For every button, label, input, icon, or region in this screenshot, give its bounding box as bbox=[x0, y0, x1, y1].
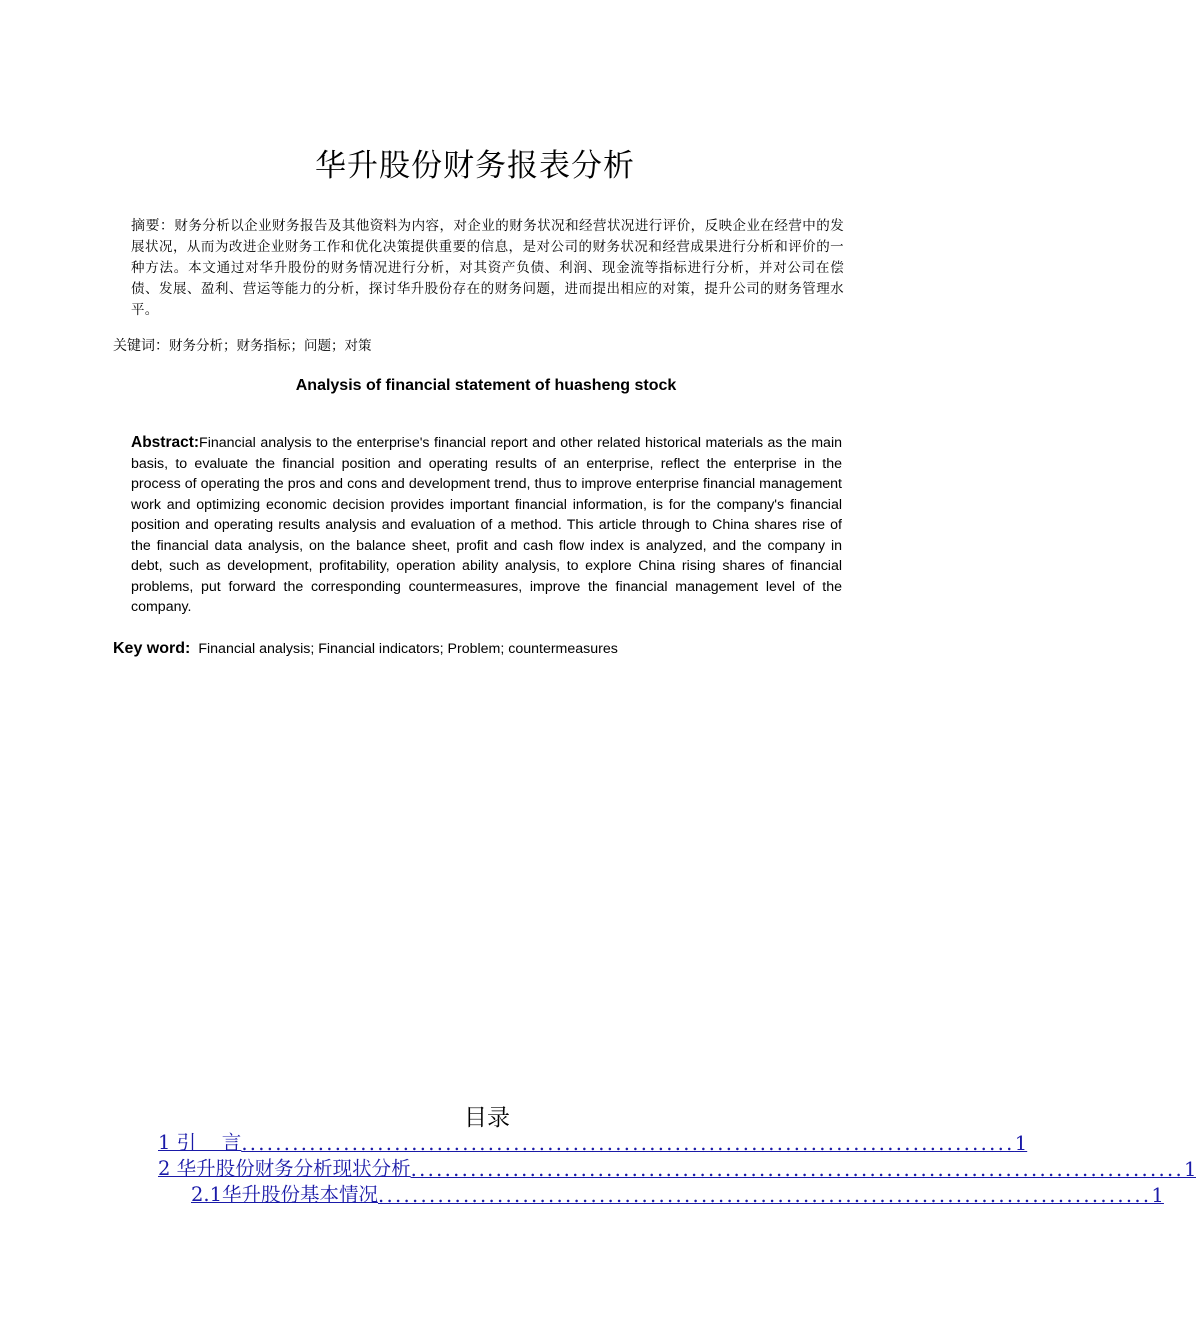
toc-entry-status-analysis[interactable] bbox=[158, 1156, 1196, 1181]
english-abstract-label: Abstract: bbox=[131, 434, 200, 451]
toc-entry-leader: ........................................................................................... bbox=[241, 1132, 1015, 1155]
english-keywords bbox=[113, 640, 618, 658]
chinese-keywords-text: 财务分析；财务指标；问题；对策 bbox=[169, 338, 372, 354]
chinese-abstract-label: 摘要： bbox=[131, 218, 175, 234]
english-abstract-text: Financial analysis to the enterprise's financial report and other related historical materials as the main basis, to evaluate the financial position and operating results of an enterprise, reflect the enterprise in the process of operating the pros and cons and development trend, thus to improve enterprise financial management work and optimizing economic decision provides important financial information, is for the company's financial position and operating results analysis and evaluation of a method. This article through to China shares rise of the financial data analysis, on the balance sheet, profit and cash flow index is analyzed, and the company in debt, such as development, profitability, operation ability analysis, to explore China rising shares of financial problems, put forward the corresponding countermeasures, improve the financial management level of the company. bbox=[131, 435, 842, 615]
toc-entry-label: 2.1华升股份基本情况 bbox=[191, 1183, 379, 1206]
english-title: Analysis of financial statement of huasheng stock bbox=[295, 377, 677, 394]
chinese-keywords bbox=[113, 334, 372, 355]
toc-entry-page: 1 bbox=[1014, 1132, 1028, 1155]
chinese-abstract bbox=[131, 216, 844, 321]
toc-entry-label: 2 华升股份财务分析现状分析 bbox=[158, 1157, 411, 1180]
toc-entry-page: 1 bbox=[1151, 1184, 1164, 1207]
english-keywords-text: Financial analysis; Financial indicators; Problem; countermeasures bbox=[198, 641, 618, 657]
toc-entry-label: 1 引 言 bbox=[158, 1131, 242, 1154]
toc-title: 目录 bbox=[464, 1105, 510, 1131]
toc-entry-leader: ........................................................................................... bbox=[378, 1184, 1152, 1207]
toc-entry-introduction[interactable] bbox=[158, 1130, 1028, 1155]
toc-entry-page: 1 bbox=[1183, 1158, 1196, 1181]
chinese-keywords-label: 关键词： bbox=[113, 338, 169, 354]
english-abstract bbox=[131, 433, 842, 618]
document-title: 华升股份财务报表分析 bbox=[315, 148, 635, 184]
chinese-abstract-text: 财务分析以企业财务报告及其他资料为内容，对企业的财务状况和经营状况进行评价，反映企业在经营中的发展状况，从而为改进企业财务工作和优化决策提供重要的信息，是对公司的财务状况和经营成果进行分析和评价的一种方法。本文通过对华升股份的财务情况进行分析，对其资产负债、利润、现金流等指标进行分析，并对公司在偿债、发展、盈利、营运等能力的分析，探讨华升股份存在的财务问题，进而提出相应的对策，提升公司的财务管理水平。 bbox=[131, 218, 844, 318]
english-keywords-label: Key word: bbox=[113, 640, 191, 657]
toc-entry-leader: ........................................................................................... bbox=[410, 1158, 1184, 1181]
toc-entry-basic-info[interactable] bbox=[191, 1182, 1164, 1207]
